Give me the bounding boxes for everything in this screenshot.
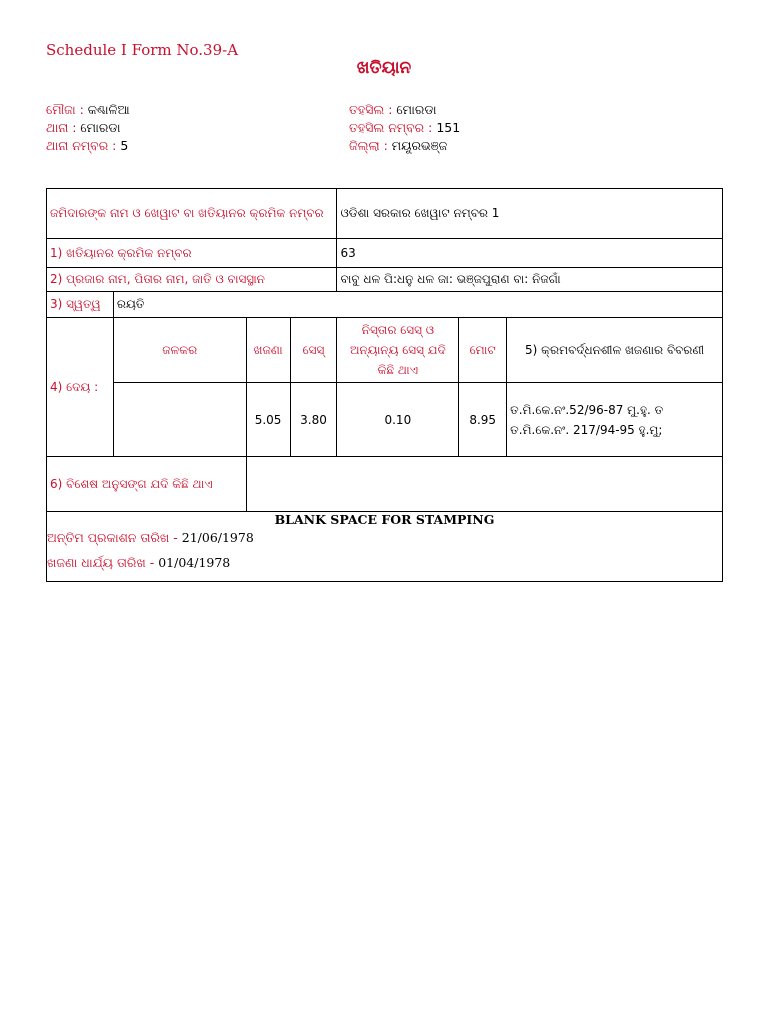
serial-row — [47, 239, 723, 268]
thana-number-value: 5 — [120, 138, 129, 153]
meta-thana — [46, 120, 120, 136]
dues-value-row — [47, 383, 723, 457]
rent-date-value: 01/04/1978 — [158, 555, 231, 570]
final-publication-line — [47, 530, 722, 546]
stamp-title: BLANK SPACE FOR STAMPING — [274, 512, 495, 527]
tahasil-label: ତହସିଲ : — [349, 102, 393, 117]
tenant-row — [47, 268, 723, 292]
meta-district — [349, 138, 447, 154]
tahasil-number-label: ତହସିଲ ନମ୍ବର : — [349, 120, 433, 135]
cess-value: 3.80 — [290, 383, 337, 457]
mouza-label: ମୌଜା : — [46, 102, 84, 117]
water-tax-value — [113, 383, 246, 457]
khajana-value: 5.05 — [246, 383, 290, 457]
mouza-value: କଣ୍ଢାଳିଆ — [87, 102, 130, 117]
water-tax-header: ଜଳକର — [113, 318, 246, 383]
dues-label: 4) ଦେୟ : — [47, 318, 114, 457]
stamp-area — [47, 512, 723, 582]
right-row — [47, 292, 723, 318]
meta-tahasil — [349, 102, 436, 118]
special-row — [47, 457, 723, 512]
other-cess-header: ନିସ୍ତାର ସେସ୍ ଓ ଅନ୍ୟାନ୍ୟ ସେସ୍ ଯଦି କିଛି ଥାଏ — [337, 318, 459, 383]
progressive-header: 5) କ୍ରମବର୍ଦ୍ଧନଶୀଳ ଖଜଣାର ବିବରଣୀ — [507, 318, 723, 383]
thana-value: ମୋରଡା — [80, 120, 121, 135]
right-label: 3) ସ୍ୱତ୍ୱ — [47, 292, 114, 318]
progressive-value — [507, 383, 723, 457]
landlord-row — [47, 189, 723, 239]
serial-label: 1) ଖତିୟାନର କ୍ରମିକ ନମ୍ବର — [47, 239, 337, 268]
district-label: ଜିଲ୍ଲା : — [349, 138, 388, 153]
thana-number-label: ଥାନା ନମ୍ବର : — [46, 138, 117, 153]
rent-date-line — [47, 555, 722, 571]
cess-header: ସେସ୍ — [290, 318, 337, 383]
khatiyan-table — [46, 188, 723, 582]
progressive-line-2: ତ.ମି.କେ.ନଂ. 217/94-95 ହୁ.ମୁ; — [510, 422, 663, 437]
tenant-value: ବାବୁ ଧଳ ପି:ଧନୁ ଧଳ ଜା: ଭଞ୍ଜପୁରାଣ ବା: ନିଜଗାଁ — [337, 268, 723, 292]
rent-date-label: ଖଜଣା ଧାର୍ଯ୍ୟ ତାରିଖ - — [47, 555, 155, 570]
progressive-line-1: ତ.ମି.କେ.ନଂ.52/96-87 ମୁ.ହୁ. ତ — [510, 402, 664, 417]
dues-header-row — [47, 318, 723, 383]
meta-mouza — [46, 102, 130, 118]
form-number: Schedule I Form No.39-A — [46, 41, 239, 59]
tenant-label: 2) ପ୍ରଜାର ନାମ, ପିତାର ନାମ, ଜାତି ଓ ବାସସ୍ଥାନ — [47, 268, 337, 292]
total-header: ମୋଟ — [459, 318, 507, 383]
total-value: 8.95 — [459, 383, 507, 457]
khajana-header: ଖଜଣା — [246, 318, 290, 383]
other-cess-value: 0.10 — [337, 383, 459, 457]
landlord-label: ଜମିଦାରଙ୍କ ନାମ ଓ ଖେୱାଟ ବା ଖତିୟାନର କ୍ରମିକ ନମ୍ବର — [47, 189, 337, 239]
stamp-row — [47, 512, 723, 582]
meta-thana-number — [46, 138, 128, 154]
final-publication-label: ଅନ୍ତିମ ପ୍ରକାଶନ ତାରିଖ - — [47, 530, 178, 545]
thana-label: ଥାନା : — [46, 120, 77, 135]
right-value: ରୟତି — [113, 292, 722, 318]
tahasil-number-value: 151 — [436, 120, 461, 135]
special-value — [246, 457, 722, 512]
district-value: ମୟୂରଭଞ୍ଜ — [391, 138, 448, 153]
meta-tahasil-number — [349, 120, 460, 136]
document-title: ଖତିୟାନ — [356, 58, 412, 78]
tahasil-value: ମୋରଡା — [396, 102, 437, 117]
special-label: 6) ବିଶେଷ ଅନୁସଙ୍ଗ ଯଦି କିଛି ଥାଏ — [47, 457, 247, 512]
landlord-value: ଓଡିଶା ସରକାର ଖେୱାଟ ନମ୍ବର 1 — [337, 189, 723, 239]
final-publication-date: 21/06/1978 — [181, 530, 254, 545]
serial-value: 63 — [337, 239, 723, 268]
